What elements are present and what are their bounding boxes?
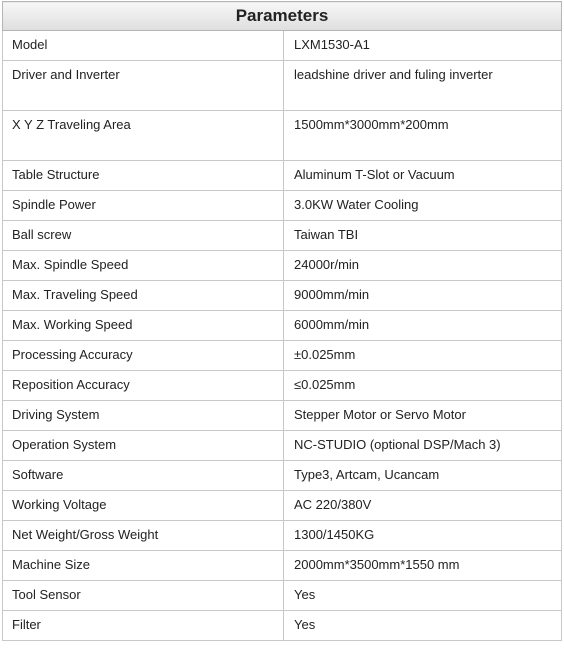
param-label: X Y Z Traveling Area	[3, 111, 284, 161]
param-label: Software	[3, 461, 284, 491]
param-label: Table Structure	[3, 161, 284, 191]
table-row	[3, 431, 562, 461]
table-row	[3, 521, 562, 551]
param-label: Filter	[3, 611, 284, 641]
param-value: NC-STUDIO (optional DSP/Mach 3)	[284, 431, 562, 461]
param-value: 2000mm*3500mm*1550 mm	[284, 551, 562, 581]
param-label: Driver and Inverter	[3, 61, 284, 111]
param-value: ≤0.025mm	[284, 371, 562, 401]
table-row	[3, 461, 562, 491]
param-label: Processing Accuracy	[3, 341, 284, 371]
parameters-table	[2, 1, 562, 641]
param-value: ±0.025mm	[284, 341, 562, 371]
param-value: LXM1530-A1	[284, 31, 562, 61]
param-value: Type3, Artcam, Ucancam	[284, 461, 562, 491]
param-value: 1300/1450KG	[284, 521, 562, 551]
param-label: Net Weight/Gross Weight	[3, 521, 284, 551]
table-header: Parameters	[3, 2, 562, 31]
param-value: 24000r/min	[284, 251, 562, 281]
table-row	[3, 191, 562, 221]
table-row	[3, 491, 562, 521]
param-label: Operation System	[3, 431, 284, 461]
table-row	[3, 341, 562, 371]
param-label: Tool Sensor	[3, 581, 284, 611]
param-value: Yes	[284, 611, 562, 641]
table-row	[3, 311, 562, 341]
param-label: Spindle Power	[3, 191, 284, 221]
table-row	[3, 161, 562, 191]
param-value: AC 220/380V	[284, 491, 562, 521]
table-header-row	[3, 2, 562, 31]
param-value: 6000mm/min	[284, 311, 562, 341]
table-row	[3, 251, 562, 281]
table-row	[3, 401, 562, 431]
table-row	[3, 581, 562, 611]
param-value: 1500mm*3000mm*200mm	[284, 111, 562, 161]
table-row	[3, 281, 562, 311]
table-row	[3, 61, 562, 111]
table-row	[3, 371, 562, 401]
table-row	[3, 221, 562, 251]
param-value: Taiwan TBI	[284, 221, 562, 251]
table-row	[3, 31, 562, 61]
param-value: Aluminum T-Slot or Vacuum	[284, 161, 562, 191]
param-label: Working Voltage	[3, 491, 284, 521]
param-value: leadshine driver and fuling inverter	[284, 61, 562, 111]
param-label: Reposition Accuracy	[3, 371, 284, 401]
param-label: Model	[3, 31, 284, 61]
table-row	[3, 611, 562, 641]
table-row	[3, 111, 562, 161]
param-label: Driving System	[3, 401, 284, 431]
param-label: Ball screw	[3, 221, 284, 251]
param-value: Yes	[284, 581, 562, 611]
param-label: Machine Size	[3, 551, 284, 581]
param-value: Stepper Motor or Servo Motor	[284, 401, 562, 431]
param-label: Max. Working Speed	[3, 311, 284, 341]
param-value: 9000mm/min	[284, 281, 562, 311]
table-row	[3, 551, 562, 581]
param-value: 3.0KW Water Cooling	[284, 191, 562, 221]
param-label: Max. Traveling Speed	[3, 281, 284, 311]
param-label: Max. Spindle Speed	[3, 251, 284, 281]
